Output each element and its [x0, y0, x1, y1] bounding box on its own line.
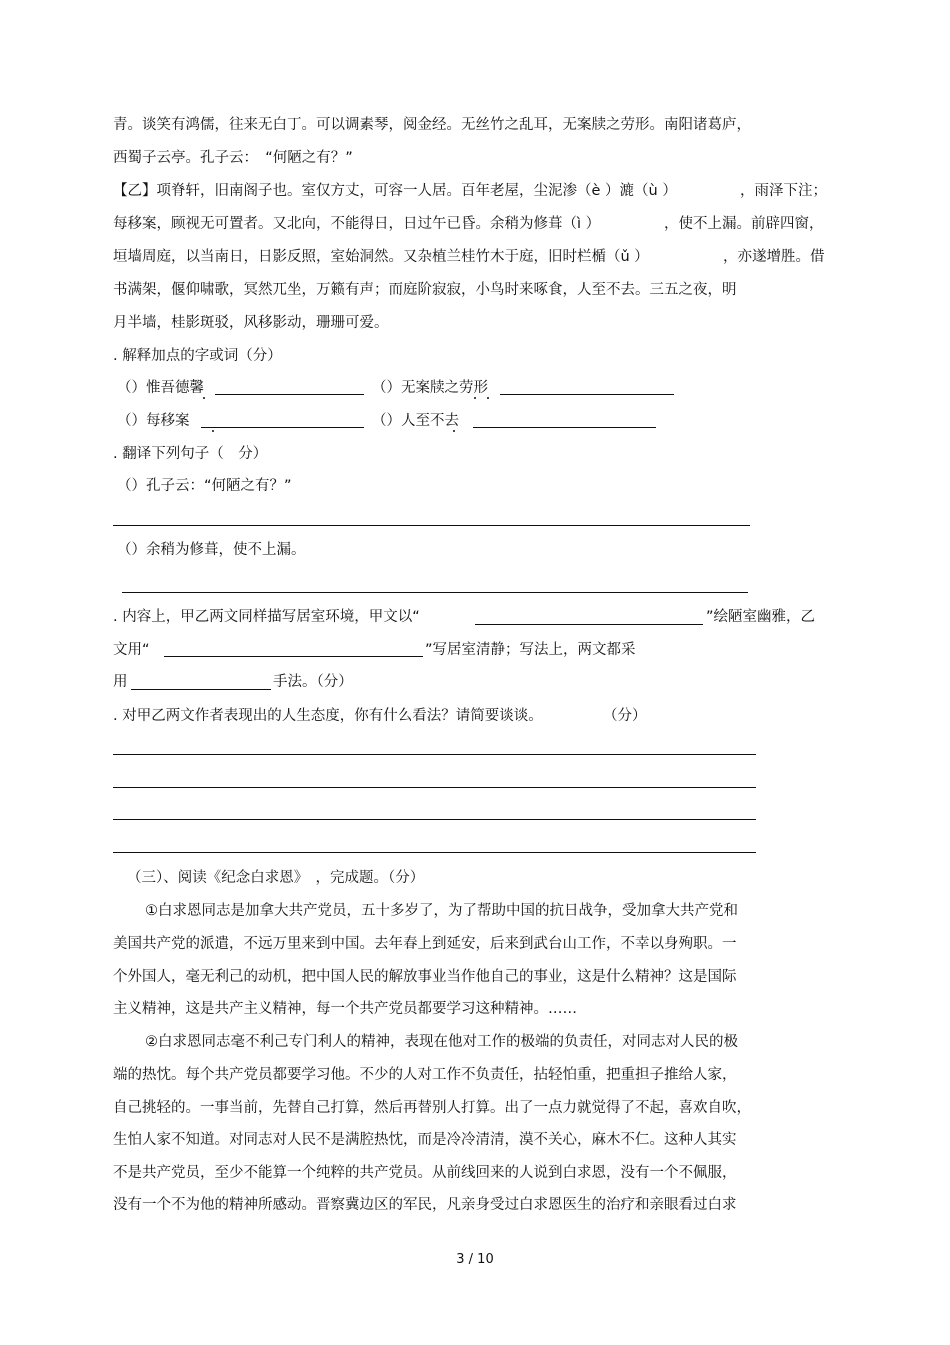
q1-item-d: （）人至不去 — [372, 413, 459, 429]
q3-answer-blank-1[interactable] — [475, 624, 703, 625]
q3-answer-blank-2[interactable] — [164, 656, 423, 657]
paragraph-2-line-6: 没有一个不为他的精神所感动。晋察冀边区的军民，凡亲身受过白求恩医生的治疗和亲眼看过白求 — [113, 1197, 737, 1213]
emphasis-dot — [212, 430, 214, 432]
q3-part-5: 用 — [113, 674, 128, 690]
q4-answer-line-1[interactable] — [113, 754, 756, 755]
q2-stem: . 翻译下列句子（ 分） — [113, 446, 268, 462]
paragraph-2-line-3: 自己挑轻的。一事当前，先替自己打算，然后再替别人打算。出了一点力就觉得了不起，喜欢自吹， — [113, 1100, 751, 1116]
passage-yi-line-1b: ，雨泽下注； — [740, 183, 827, 199]
paragraph-2-line-1: ②白求恩同志毫不利己专门利人的精神，表现在他对工作的极端的负责任，对同志对人民的极 — [145, 1034, 738, 1050]
paragraph-1-line-1: ①白求恩同志是加拿大共产党员，五十多岁了，为了帮助中国的抗日战争，受加拿大共产党和 — [145, 903, 738, 919]
q1-answer-blank-d[interactable] — [473, 427, 656, 428]
q4-answer-line-3[interactable] — [113, 819, 756, 820]
q3-part-6: 手法。（分） — [273, 674, 353, 690]
q2-item-a: （）孔子云：“何陋之有？” — [117, 478, 292, 494]
q4-stem: . 对甲乙两文作者表现出的人生态度，你有什么看法？请简要谈谈。 — [113, 708, 543, 724]
paragraph-2-line-4: 生怕人家不知道。对同志对人民不是满腔热忱，而是冷冷清清，漠不关心，麻木不仁。这种人其实 — [113, 1132, 737, 1148]
q3-part-2: ”绘陋室幽雅，乙 — [706, 609, 816, 625]
q1-item-a: （）惟吾德馨 — [117, 380, 204, 396]
paragraph-1-line-3: 个外国人，毫无利己的动机，把中国人民的解放事业当作他自己的事业，这是什么精神？这是国际 — [113, 969, 737, 985]
passage-jia-line-2: 西蜀子云亭。孔子云： “何陋之有？” — [113, 150, 353, 166]
passage-jia-line-1: 青。谈笑有鸿儒，往来无白丁。可以调素琴，阅金经。无丝竹之乱耳，无案牍之劳形。南阳诸葛庐， — [113, 117, 751, 133]
q4-answer-line-4[interactable] — [113, 852, 756, 853]
q2-answer-line-b[interactable] — [122, 592, 748, 593]
passage-yi-line-2a: 每移案，顾视无可置者。又北向，不能得日，日过午已昏。余稍为修葺（ì ） — [113, 216, 601, 232]
emphasis-dot — [487, 397, 489, 399]
passage-yi-line-3a: 垣墙周庭，以当南日，日影反照，室始洞然。又杂植兰桂竹木于庭，旧时栏楯（ǔ ） — [113, 249, 649, 265]
paragraph-2-line-2: 端的热忱。每个共产党员都要学习他。不少的人对工作不负责任，拈轻怕重，把重担子推给人家， — [113, 1067, 737, 1083]
paragraph-2-line-5: 不是共产党员，至少不能算一个纯粹的共产党员。从前线回来的人说到白求恩，没有一个不佩服， — [113, 1165, 737, 1181]
q3-part-3: 文用“ — [113, 642, 150, 658]
q3-part-1: . 内容上，甲乙两文同样描写居室环境，甲文以“ — [113, 609, 420, 625]
q2-answer-line-a[interactable] — [113, 525, 750, 526]
section-3-heading: （三）、阅读《纪念白求恩》 ，完成题。（分） — [127, 870, 425, 886]
passage-yi-line-3b: ，亦遂增胜。借 — [723, 249, 825, 265]
q1-item-c: （）每移案 — [117, 413, 190, 429]
paragraph-1-line-4: 主义精神，这是共产主义精神，每一个共产党员都要学习这种精神。…… — [113, 1001, 577, 1017]
q3-answer-blank-3[interactable] — [131, 689, 271, 690]
emphasis-dot — [453, 430, 455, 432]
emphasis-dot — [474, 397, 476, 399]
passage-yi-line-1a: 【乙】项脊轩，旧南阁子也。室仅方丈，可容一人居。百年老屋，尘泥渗（è ）漉（ù ） — [113, 183, 677, 199]
q1-answer-blank-b[interactable] — [500, 394, 674, 395]
emphasis-dot — [203, 397, 205, 399]
q4-score: （分） — [603, 708, 647, 724]
passage-yi-line-2b: ，使不上漏。前辟四窗， — [664, 216, 824, 232]
page-number: 3 / 10 — [456, 1252, 494, 1267]
q3-part-4: ”写居室清静；写法上，两文都采 — [425, 642, 636, 658]
paragraph-1-line-2: 美国共产党的派遣，不远万里来到中国。去年春上到延安，后来到武台山工作，不幸以身殉职。一 — [113, 936, 737, 952]
passage-yi-line-5: 月半墙，桂影斑驳，风移影动，珊珊可爱。 — [113, 315, 389, 331]
q1-answer-blank-c[interactable] — [201, 427, 364, 428]
q2-item-b: （）余稍为修葺，使不上漏。 — [117, 542, 306, 558]
q4-answer-line-2[interactable] — [113, 787, 756, 788]
passage-yi-line-4: 书满架，偃仰啸歌，冥然兀坐，万籁有声；而庭阶寂寂，小鸟时来啄食，人至不去。三五之夜，明 — [113, 282, 737, 298]
q1-item-b: （）无案牍之劳形 — [372, 380, 488, 396]
q1-answer-blank-a[interactable] — [215, 394, 364, 395]
q1-stem: . 解释加点的字或词（分） — [113, 348, 282, 364]
